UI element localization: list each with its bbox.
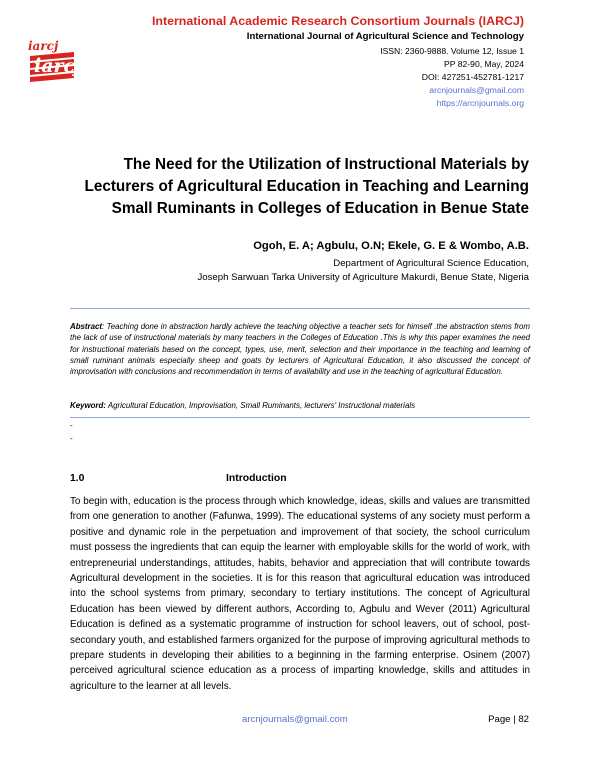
- abstract-label: Abstract: [70, 322, 103, 331]
- title-line: Lecturers of Agricultural Education in Teaching and Learning: [84, 178, 529, 195]
- divider: [70, 308, 530, 309]
- divider: [70, 417, 530, 418]
- journal-name: International Journal of Agricultural Science and Technology: [246, 31, 524, 42]
- logo-stripes-icon: [30, 52, 82, 82]
- footer-email-link[interactable]: arcnjournals@gmail.com: [242, 714, 348, 725]
- bullet-mark: -: [70, 434, 73, 443]
- bullet-mark: -: [70, 421, 73, 430]
- keywords-text: Agricultural Education, Improvisation, Small Ruminants, lecturers' Instructional materials: [105, 401, 416, 410]
- header-email-link[interactable]: arcnjournals@gmail.com: [429, 85, 524, 95]
- authors: Ogoh, E. A; Agbulu, O.N; Ekele, G. E & Wombo, A.B.: [253, 240, 529, 252]
- introduction-paragraph: To begin with, education is the process through which knowledge, ideas, skills and values are transmitted from one generation to another (Fafunwa, 1999). The educational systems of any society must perform a positive and dynamic role in the perpetuation and improvement of that society, the school curriculum must possess the ingredients that can equip the learner with employable skills for the world of work, with entrepreneurial understandings, attitudes, habits, behavior and appreciation that will contribute towards Agricultural development in the societies. It is for this reason that agricultural education was introduced into the school systems from primary, secondary to tertiary institutions. The concept of Agricultural Education has been viewed by different authors, According to, Agbulu and Wever (2011) Agricultural Education is defined as a systematic programme of instruction for school leavers, out of school, post-secondary youth, and established farmers organized for the purpose of improving agricultural methods to prepare students in developing their abilities to a beginning in the farming enterprise. Osinem (2007) perceived agricultural science education as a process of imparting knowledge, skills and attitudes in agriculture to the learner at all levels.: [70, 496, 530, 692]
- header-website-link[interactable]: https://arcnjournals.org: [436, 98, 524, 108]
- svg-text:iarcj: iarcj: [34, 55, 82, 77]
- logo-text: iarcj: [28, 39, 59, 53]
- doi: DOI: 427251-452781-1217: [421, 72, 524, 82]
- section-title: Introduction: [226, 473, 287, 484]
- keywords: [70, 401, 530, 410]
- title-line: Small Ruminants in Colleges of Education in Benue State: [111, 200, 529, 217]
- abstract-text: : Teaching done in abstraction hardly achieve the teaching objective a teacher sets for himself .the abstraction stems from the lack of use of instructional materials by many teachers in the Colleges of Education .This is why this paper examines the need for instructional materials based on the concept, types, use, merit, selection and their importance in the teaching and learning of small ruminant animals especially sheep and goats by lecturers of Agricultural Education, it also discussed the concept of improvisation with conclusions and recommendation in terms of availability and use in the teaching of agricultural Education.: [70, 322, 530, 377]
- issn-volume: ISSN: 2360-9888. Volume 12, Issue 1: [380, 46, 524, 56]
- iarcj-logo: [28, 38, 82, 84]
- pages-date: PP 82-90, May, 2024: [444, 59, 524, 69]
- organization-name: International Academic Research Consortium Journals (IARCJ): [151, 14, 524, 28]
- abstract: [70, 321, 530, 377]
- paper-title: [59, 154, 529, 220]
- section-number: 1.0: [70, 473, 85, 484]
- affiliation-department: Department of Agricultural Science Education,: [333, 258, 529, 269]
- keywords-label: Keyword:: [70, 401, 106, 410]
- page-number: Page | 82: [488, 714, 529, 725]
- affiliation-university: Joseph Sarwuan Tarka University of Agriculture Makurdi, Benue State, Nigeria: [197, 272, 529, 283]
- title-line: The Need for the Utilization of Instructional Materials by: [123, 156, 529, 173]
